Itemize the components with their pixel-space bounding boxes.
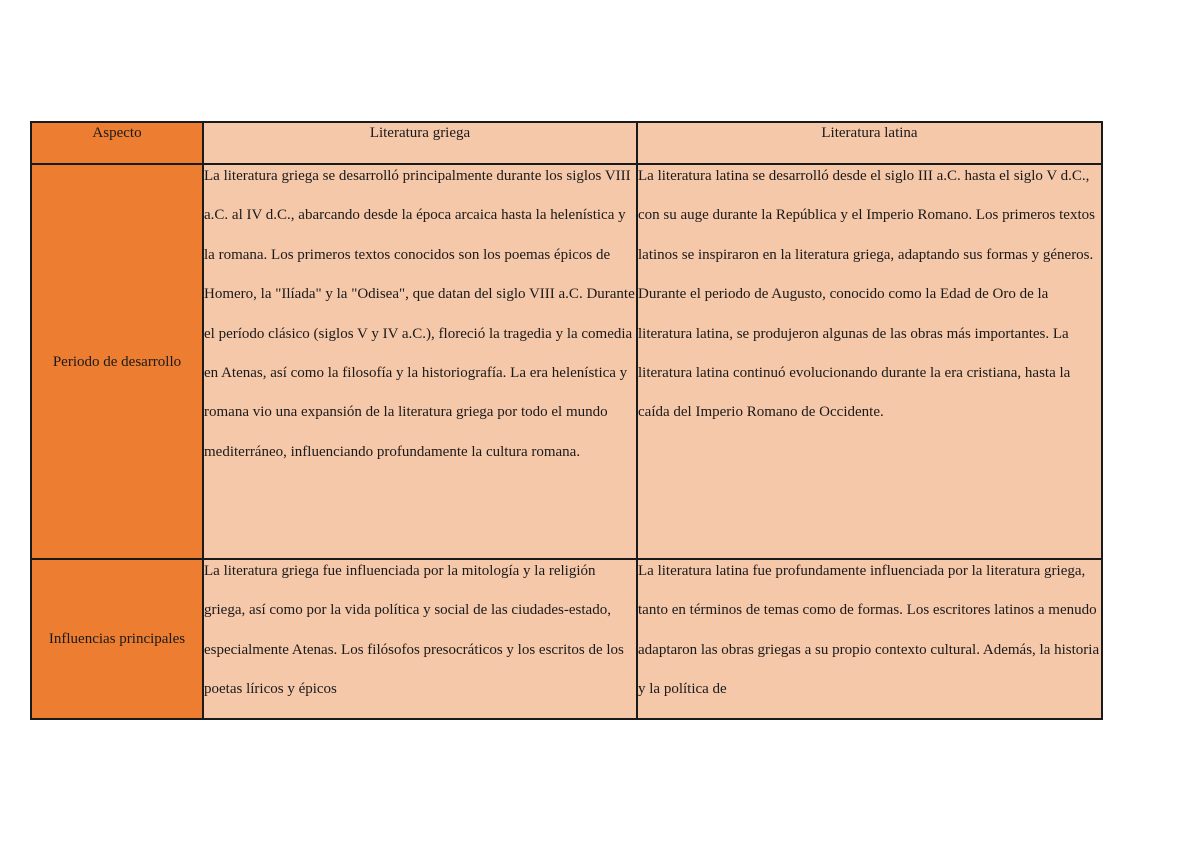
- cell-text: La literatura griega fue influenciada por la mitología y la religión griega, así como por la vida política y social de las ciudades-estado, especialmente Atenas. Los filósofos presocráticos y los escritos de los poetas líricos y épicos: [204, 563, 624, 698]
- cell-greek-periodo: [203, 164, 637, 559]
- row-label-influencias: Influencias principales: [31, 559, 203, 719]
- cell-text: La literatura latina se desarrolló desde el siglo III a.C. hasta el siglo V d.C., con su auge durante la República y el Imperio Romano. Los primeros textos latinos se inspiraron en la literatura griega, adaptando sus formas y géneros. Durante el periodo de Augusto, conocido como la Edad de Oro de la literatura latina, se produjeron algunas de las obras más importantes. La literatura latina continuó evolucionando durante la era cristiana, hasta la caída del Imperio Romano de Occidente.: [638, 168, 1095, 421]
- header-latin-literature: Literatura latina: [637, 122, 1102, 164]
- cell-latin-influencias: [637, 559, 1102, 719]
- cell-greek-influencias: [203, 559, 637, 719]
- header-greek-literature: Literatura griega: [203, 122, 637, 164]
- table-row: [31, 164, 1102, 559]
- cell-text: La literatura latina fue profundamente influenciada por la literatura griega, tanto en términos de temas como de formas. Los escritores latinos a menudo adaptaron las obras griegas a su propio contexto cultural. Además, la historia y la política de: [638, 563, 1100, 698]
- table-row: [31, 559, 1102, 719]
- comparison-table: [30, 121, 1103, 720]
- cell-text: La literatura griega se desarrolló principalmente durante los siglos VIII a.C. al IV d.C., abarcando desde la época arcaica hasta la helenística y la romana. Los primeros textos conocidos son los poemas épicos de Homero, la "Ilíada" y la "Odisea", que datan del siglo VIII a.C. Durante el período clásico (siglos V y IV a.C.), floreció la tragedia y la comedia en Atenas, así como la filosofía y la historiografía. La era helenística y romana vio una expansión de la literatura griega por todo el mundo mediterráneo, influenciando profundamente la cultura romana.: [204, 168, 635, 460]
- cell-latin-periodo: [637, 164, 1102, 559]
- row-label-periodo: Periodo de desarrollo: [31, 164, 203, 559]
- header-aspect: Aspecto: [31, 122, 203, 164]
